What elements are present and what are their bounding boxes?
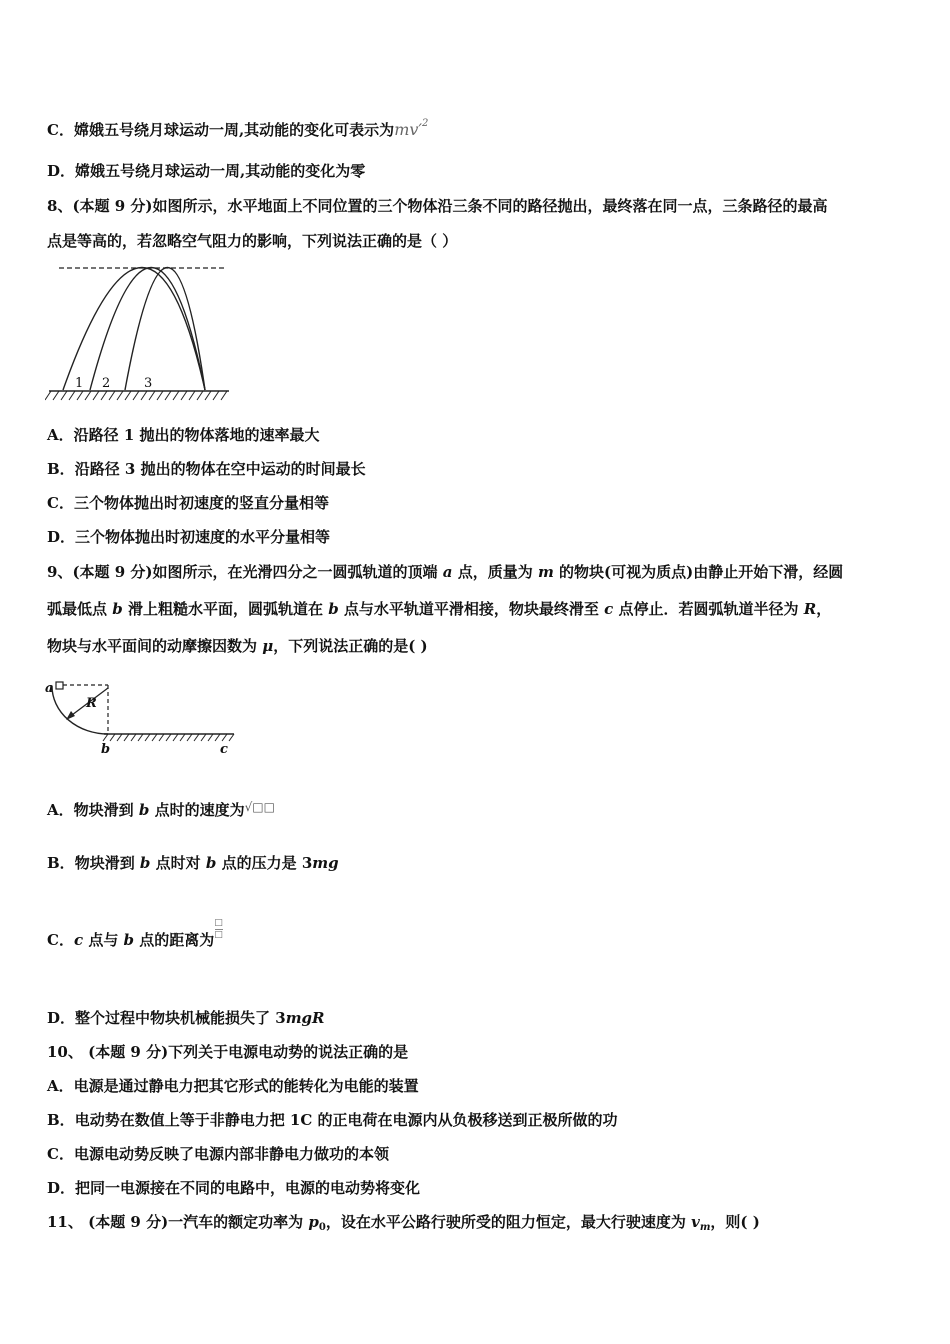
q8-option-a: A．沿路径 1 抛出的物体落地的速率最大 [47, 426, 320, 444]
q8-option-c: C．三个物体抛出时初速度的竖直分量相等 [47, 494, 329, 512]
q10-option-b: B．电动势在数值上等于非静电力把 1C 的正电荷在电源内从负极移送到正极所做的功 [47, 1111, 618, 1129]
q8-label-2: 2 [102, 376, 111, 391]
q7-formula: $mv'^2$ [394, 118, 429, 139]
q10-option-d: D．把同一电源接在不同的电路中，电源的电动势将变化 [47, 1179, 421, 1197]
q9-option-b: B．物块滑到 b 点时对 b 点的压力是 3mg [47, 854, 339, 872]
q10-option-c: C．电源电动势反映了电源内部非静电力做功的本领 [47, 1145, 389, 1163]
q10-option-a: A．电源是通过静电力把其它形式的能转化为电能的装置 [47, 1077, 419, 1095]
q9-option-d: D．整个过程中物块机械能损失了 3mgR [47, 1009, 325, 1027]
q7-option-c: C．嫦娥五号绕月球运动一周,其动能的变化可表示为$mv'^2$ [47, 118, 429, 139]
q11-stem: 11、 (本题 9 分)一汽车的额定功率为 $p_0$，设在水平公路行驶所受的阻力恒定，最大行驶速度为 $v_m$，则( ) [47, 1213, 760, 1233]
q9-optA-formula: √□□ [244, 800, 275, 814]
q9-option-a: A．物块滑到 b 点时的速度为√□□ [47, 797, 275, 820]
q9-track-figure [42, 676, 242, 758]
q8-label-1: 1 [75, 376, 84, 391]
q8-ground-hatching [45, 391, 227, 400]
q8-trajectory-figure [45, 260, 235, 405]
q8-option-b: B．沿路径 3 抛出的物体在空中运动的时间最长 [47, 460, 366, 478]
q9-optC-fraction: $\frac{□}{□}$ [214, 918, 223, 940]
q9-stem-line1: 9、(本题 9 分)如图所示，在光滑四分之一圆弧轨道的顶端 a 点，质量为 m 的物块(可视为质点)由静止开始下滑，经圆 [47, 563, 844, 581]
q8-stem-line1: 8、(本题 9 分)如图所示，水平地面上不同位置的三个物体沿三条不同的路径抛出，最终落在同一点，三条路径的最高 [47, 197, 828, 215]
q9-stem-line2: 弧最低点 b 滑上粗糙水平面，圆弧轨道在 b 点与水平轨道平滑相接，物块最终滑至 c 点停止．若圆弧轨道半径为 R， [47, 600, 832, 618]
q9-label-R: R [86, 696, 97, 711]
q8-option-d: D．三个物体抛出时初速度的水平分量相等 [47, 528, 331, 546]
q9-label-c: c [220, 742, 228, 757]
q9-label-b: b [101, 742, 111, 757]
q10-stem: 10、 (本题 9 分)下列关于电源电动势的说法正确的是 [47, 1043, 409, 1061]
q9-stem-line3: 物块与水平面间的动摩擦因数为 μ，下列说法正确的是( ) [47, 637, 428, 655]
q9-arc-track [52, 686, 108, 734]
q8-path-3 [125, 268, 205, 391]
q7-option-d: D．嫦娥五号绕月球运动一周,其动能的变化为零 [47, 162, 366, 180]
q9-label-a: a [45, 681, 54, 696]
q8-label-3: 3 [144, 376, 153, 391]
q8-stem-line2: 点是等高的，若忽略空气阻力的影响，下列说法正确的是（ ） [47, 232, 458, 250]
q8-path-1 [63, 268, 205, 391]
q9-block [56, 682, 63, 689]
q9-option-c: C．c 点与 b 点的距离为 $\frac{□}{□}$ [47, 918, 223, 949]
q9-ground-hatching [103, 734, 234, 741]
